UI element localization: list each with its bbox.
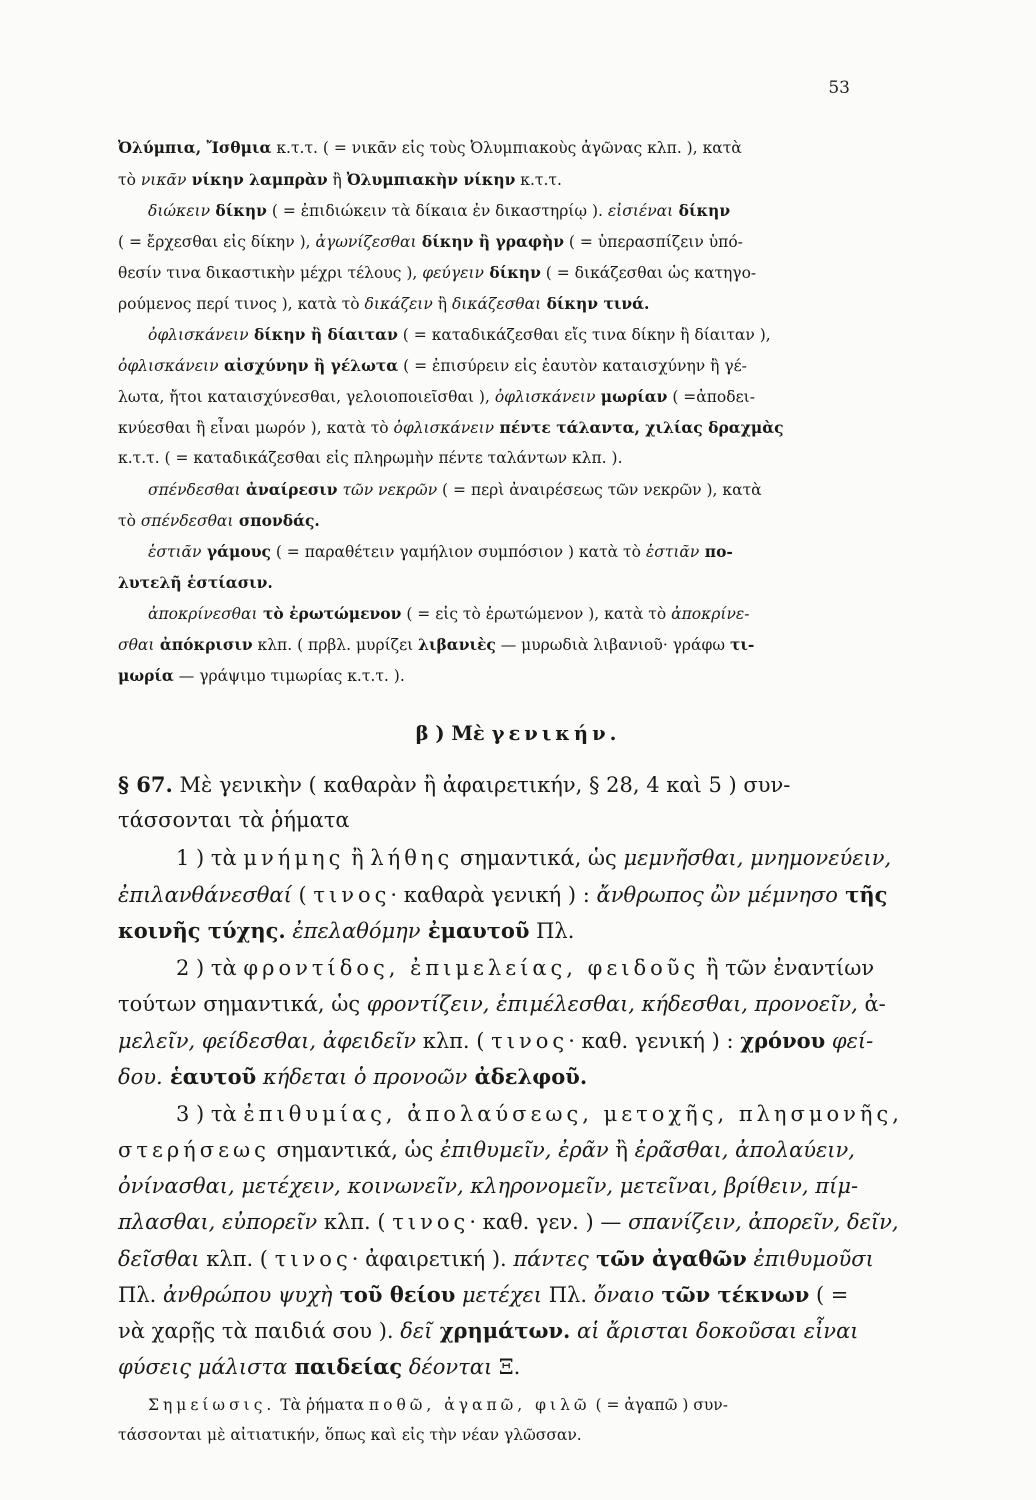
section-line: ὀνίνασθαι, μετέχειν, κοινωνεῖν, κληρονομεῖν, μετεῖναι, βρίθειν, πίμ- <box>118 1174 859 1198</box>
text-line: Ὀλύμπια, Ἴσθμια κ.τ.τ. ( = νικᾶν εἰς τοὺς Ὀλυμπιακοὺς ἀγῶνας κλπ. ), κατὰ <box>118 138 742 157</box>
section-line: Πλ. ἀνθρώπου ψυχὴ τοῦ θείου μετέχει Πλ. ὄναιο τῶν τέκνων ( = <box>118 1282 849 1307</box>
section-line: πλασθαι, εὐπορεῖν κλπ. ( τινος· καθ. γεν. ) — σπανίζειν, ἀπορεῖν, δεῖν, <box>118 1210 899 1234</box>
text-line: σθαι ἀπόκρισιν κλπ. ( πρβλ. μυρίζει λιβανιὲς — μυρωδιὰ λιβανιοῦ· γράφω τι- <box>118 635 755 654</box>
page-number: 53 <box>828 78 850 98</box>
section-line: στερήσεως σημαντικά, ὡς ἐπιθυμεῖν, ἐρᾶν ἢ ἐρᾶσθαι, ἀπολαύειν, <box>118 1138 855 1162</box>
section-line: μελεῖν, φείδεσθαι, ἀφειδεῖν κλπ. ( τινος· καθ. γενική ) : χρόνου φεί- <box>118 1028 874 1053</box>
text-line: διώκειν δίκην ( = ἐπιδιώκειν τὰ δίκαια ἐν δικαστηρίῳ ). εἰσιέναι δίκην <box>148 201 731 220</box>
text-line: σπένδεσθαι ἀναίρεσιν τῶν νεκρῶν ( = περὶ ἀναιρέσεως τῶν νεκρῶν ), κατὰ <box>148 480 762 499</box>
note-line: τάσσονται μὲ αἰτιατικήν, ὅπως καὶ εἰς τὴν νέαν γλῶσσαν. <box>118 1426 582 1444</box>
section-line: δου. ἑαυτοῦ κήδεται ὁ προνοῶν ἀδελφοῦ. <box>118 1064 588 1089</box>
text-line: ὀφλισκάνειν αἰσχύνην ἢ γέλωτα ( = ἐπισύρειν εἰς ἑαυτὸν καταισχύνην ἢ γέ- <box>118 356 747 375</box>
section-line: τούτων σημαντικά, ὡς φροντίζειν, ἐπιμέλεσθαι, κήδεσθαι, προνοεῖν, ἀ- <box>118 992 886 1016</box>
section-line: φύσεις μάλιστα παιδείας δέονται Ξ. <box>118 1354 521 1379</box>
text-line: θεσίν τινα δικαστικὴν μέχρι τέλους ), φεύγειν δίκην ( = δικάζεσθαι ὡς κατηγο- <box>118 263 757 282</box>
section-line: δεῖσθαι κλπ. ( τινος· ἀφαιρετική ). πάντες τῶν ἀγαθῶν ἐπιθυμοῦσι <box>118 1246 874 1271</box>
text-line: κνύεσθαι ἢ εἶναι μωρόν ), κατὰ τὸ ὀφλισκάνειν πέντε τάλαντα, χιλίας δραχμὰς <box>118 418 784 437</box>
section-line: 3 ) τὰ ἐπιθυμίας, ἀπολαύσεως, μετοχῆς, πλησμονῆς, <box>176 1102 903 1126</box>
section-line: κοινῆς τύχης. ἐπελαθόμην ἐμαυτοῦ Πλ. <box>118 918 575 943</box>
section-line: ἐπιλανθάνεσθαί ( τινος· καθαρὰ γενική ) : ἄνθρωπος ὢν μέμνησο τῆς <box>118 882 888 907</box>
section-line: 2 ) τὰ φροντίδος, ἐπιμελείας, φειδοῦς ἢ τῶν ἐναντίων <box>176 956 875 980</box>
subheading: β ) Μὲ γενικήν. <box>415 722 621 745</box>
text-line: ἑστιᾶν γάμους ( = παραθέτειν γαμήλιον συμπόσιον ) κατὰ τὸ ἑστιᾶν πο- <box>148 542 733 561</box>
section-line: τάσσονται τὰ ῥήματα <box>118 808 350 832</box>
text-line: ρούμενος περί τινος ), κατὰ τὸ δικάζειν ἢ δικάζεσθαι δίκην τινά. <box>118 294 650 313</box>
note-line: Σημείωσις. Τὰ ῥήματα ποθῶ, ἀγαπῶ, φιλῶ ( = ἀγαπῶ ) συν- <box>148 1396 728 1414</box>
text-line: τὸ σπένδεσθαι σπονδάς. <box>118 511 320 530</box>
text-line: μωρία — γράψιμο τιμωρίας κ.τ.τ. ). <box>118 666 405 685</box>
section-line: 1 ) τὰ μνήμης ἢ λήθης σημαντικά, ὡς μεμνῆσθαι, μνημονεύειν, <box>176 846 892 870</box>
section-line: νὰ χαρῇς τὰ παιδιά σου ). δεῖ χρημάτων. αἱ ἄρισται δοκοῦσαι εἶναι <box>118 1318 859 1343</box>
text-line: ἀποκρίνεσθαι τὸ ἐρωτώμενον ( = εἰς τὸ ἐρωτώμενον ), κατὰ τὸ ἀποκρίνε- <box>148 604 750 623</box>
section-line: § 67. Μὲ γενικὴν ( καθαρὰν ἢ ἀφαιρετικήν, § 28, 4 καὶ 5 ) συν- <box>118 772 791 797</box>
text-line: λωτα, ἤτοι καταισχύνεσθαι, γελοιοποιεῖσθαι ), ὀφλισκάνειν μωρίαν ( =ἀποδει- <box>118 387 755 406</box>
text-line: τὸ νικᾶν νίκην λαμπρὰν ἢ Ὀλυμπιακὴν νίκην κ.τ.τ. <box>118 170 562 189</box>
text-line: ( = ἔρχεσθαι εἰς δίκην ), ἀγωνίζεσθαι δίκην ἢ γραφὴν ( = ὑπερασπίζειν ὑπό- <box>118 232 743 251</box>
text-line: κ.τ.τ. ( = καταδικάζεσθαι εἰς πληρωμὴν πέντε ταλάντων κλπ. ). <box>118 449 623 467</box>
text-line: λυτελῆ ἑστίασιν. <box>118 573 273 592</box>
text-line: ὀφλισκάνειν δίκην ἢ δίαιταν ( = καταδικάζεσθαι εἴς τινα δίκην ἢ δίαιταν ), <box>148 325 771 344</box>
